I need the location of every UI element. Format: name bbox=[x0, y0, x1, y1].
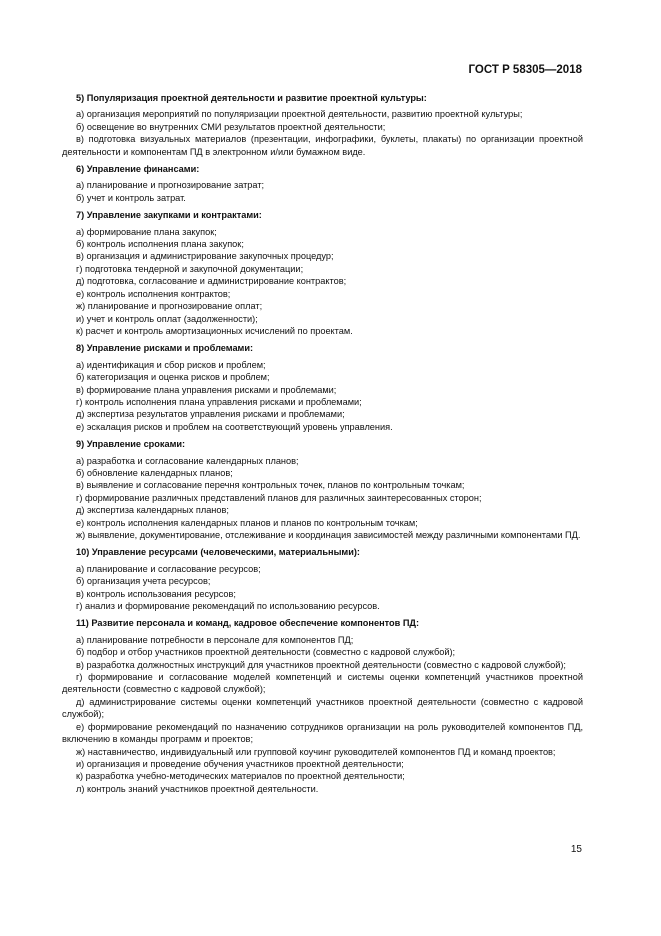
list-item: е) формирование рекомендаций по назначению сотрудников организации на роль руководителей компонентов ПД, включению в команды программ и проектов; bbox=[62, 721, 583, 745]
section-heading: 7) Управление закупками и контрактами: bbox=[76, 210, 262, 221]
list-item: в) выявление и согласование перечня контрольных точек, планов по контрольным точкам; bbox=[76, 480, 465, 491]
list-item: е) эскалация рисков и проблем на соответствующий уровень управления. bbox=[76, 421, 393, 432]
list-item: и) учет и контроль оплат (задолженности); bbox=[76, 313, 258, 324]
section-heading: 11) Развитие персонала и команд, кадровое обеспечение компонентов ПД: bbox=[76, 618, 420, 629]
section bbox=[62, 342, 583, 433]
list-item: и) организация и проведение обучения участников проектной деятельности; bbox=[76, 758, 404, 769]
list-item: в) организация и администрирование закупочных процедур; bbox=[76, 251, 334, 262]
list-item: а) формирование плана закупок; bbox=[76, 226, 217, 237]
section bbox=[62, 163, 583, 204]
list-item: б) организация учета ресурсов; bbox=[76, 576, 211, 587]
list-item: в) разработка должностных инструкций для участников проектной деятельности (совместно с кадровой службой); bbox=[76, 659, 566, 670]
document-code: ГОСТ Р 58305—2018 bbox=[468, 64, 582, 76]
list-item: д) подготовка, согласование и администрирование контрактов; bbox=[76, 276, 347, 287]
list-item: а) разработка и согласование календарных планов; bbox=[76, 455, 299, 466]
list-item: л) контроль знаний участников проектной деятельности. bbox=[76, 783, 319, 794]
list-item: в) формирование плана управления рисками и проблемами; bbox=[76, 384, 337, 395]
list-item: б) контроль исполнения плана закупок; bbox=[76, 239, 244, 250]
list-item: д) экспертиза результатов управления рисками и проблемами; bbox=[76, 409, 345, 420]
list-item: д) администрирование системы оценки компетенций участников проектной деятельности (совместно с кадровой службой); bbox=[62, 696, 583, 720]
list-item: б) категоризация и оценка рисков и проблем; bbox=[76, 372, 270, 383]
section-heading: 6) Управление финансами: bbox=[76, 164, 200, 175]
list-item: д) экспертиза календарных планов; bbox=[76, 505, 229, 516]
list-item: г) формирование и согласование моделей компетенций и системы оценки компетенций участников проектной деятельности (совместно с кадровой службой); bbox=[62, 672, 583, 695]
section-heading: 5) Популяризация проектной деятельности и развитие проектной культуры: bbox=[76, 93, 427, 103]
list-item: ж) выявление, документирование, отслеживание и координация зависимостей между различными компонентами ПД. bbox=[76, 530, 581, 540]
list-item: г) формирование различных представлений планов для различных заинтересованных сторон; bbox=[76, 492, 482, 503]
list-item: б) учет и контроль затрат. bbox=[76, 192, 186, 203]
document-body bbox=[62, 92, 583, 800]
list-item: а) планирование потребности в персонале для компонентов ПД; bbox=[76, 634, 354, 645]
list-item: а) планирование и прогнозирование затрат; bbox=[76, 180, 265, 191]
list-item: ж) планирование и прогнозирование оплат; bbox=[76, 301, 263, 312]
section bbox=[62, 438, 583, 541]
section bbox=[62, 209, 583, 337]
list-item: б) обновление календарных планов; bbox=[76, 467, 233, 478]
section-heading: 9) Управление сроками: bbox=[76, 439, 186, 450]
list-item: е) контроль исполнения календарных планов и планов по контрольным точкам; bbox=[76, 517, 418, 528]
list-item: г) анализ и формирование рекомендаций по использованию ресурсов. bbox=[76, 601, 380, 612]
list-item: г) контроль исполнения плана управления рисками и проблемами; bbox=[76, 396, 362, 407]
list-item: ж) наставничество, индивидуальный или групповой коучинг руководителей компонентов ПД и команд проектов; bbox=[76, 746, 556, 757]
list-item: к) разработка учебно-методических материалов по проектной деятельности; bbox=[76, 771, 405, 782]
list-item: е) контроль исполнения контрактов; bbox=[76, 288, 231, 299]
list-item: б) освещение во внутренних СМИ результатов проектной деятельности; bbox=[76, 121, 386, 132]
list-item: б) подбор и отбор участников проектной деятельности (совместно с кадровой службой); bbox=[76, 647, 456, 658]
list-item: г) подготовка тендерной и закупочной документации; bbox=[76, 263, 304, 274]
list-item: а) планирование и согласование ресурсов; bbox=[76, 563, 261, 574]
list-item: в) подготовка визуальных материалов (презентации, инфографики, буклеты, плакаты) по организации проектной деятельности и компонентам ПД в электронном и/или бумажном виде. bbox=[62, 134, 583, 157]
page-number: 15 bbox=[570, 844, 582, 855]
section bbox=[62, 92, 583, 158]
section bbox=[62, 546, 583, 612]
list-item: к) расчет и контроль амортизационных исчислений по проектам. bbox=[76, 325, 353, 336]
section-heading: 10) Управление ресурсами (человеческими, материальными): bbox=[76, 547, 360, 558]
section bbox=[62, 617, 583, 795]
section-heading: 8) Управление рисками и проблемами: bbox=[76, 343, 254, 354]
list-item: а) идентификация и сбор рисков и проблем; bbox=[76, 359, 266, 370]
list-item: а) организация мероприятий по популяризации проектной деятельности, развитию проектной культуры; bbox=[76, 109, 523, 120]
list-item: в) контроль использования ресурсов; bbox=[76, 588, 236, 599]
